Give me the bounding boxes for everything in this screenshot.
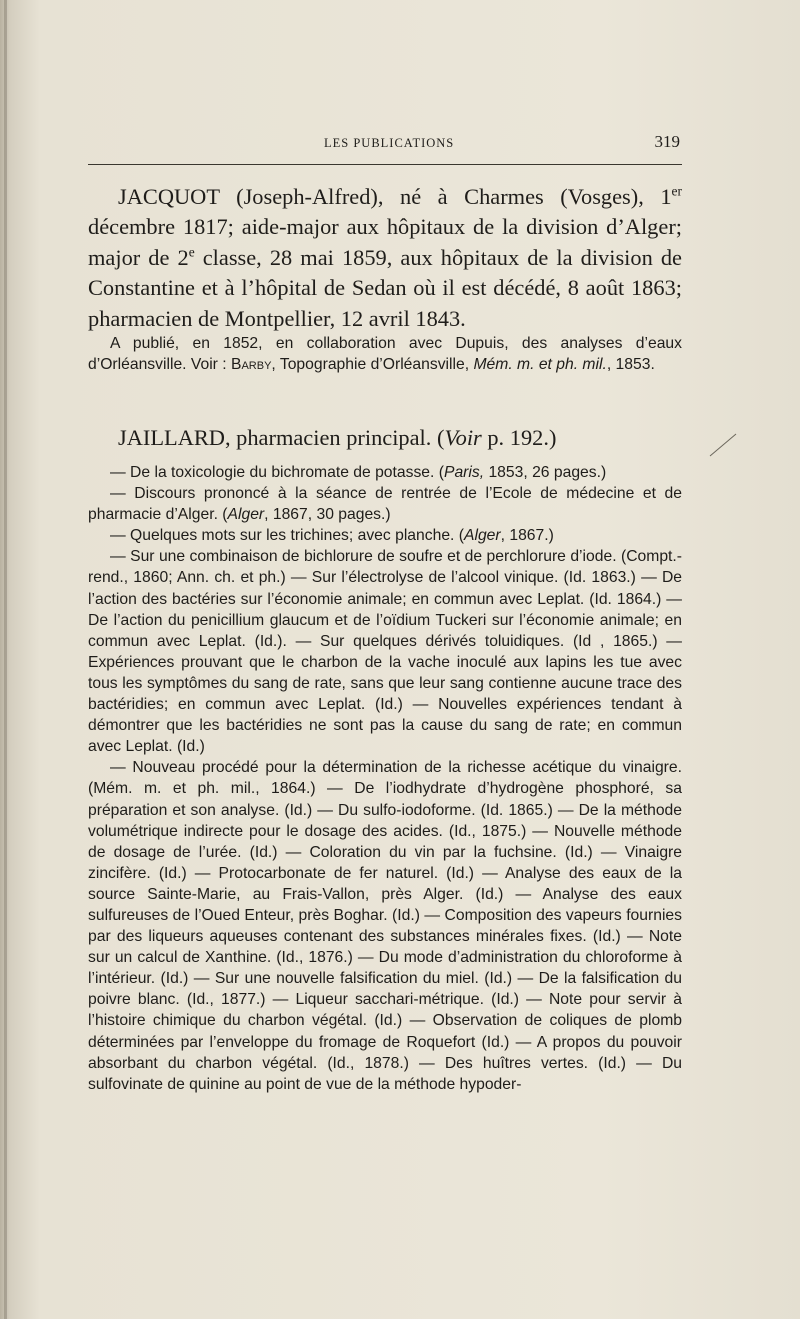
entry-jaillard-heading	[88, 423, 682, 453]
running-title: LES PUBLICATIONS	[324, 136, 455, 150]
publication-text: — Quelques mots sur les trichines; avec planche. (	[110, 527, 464, 545]
publication-paragraph: — Sur une combinaison de bichlorure de soufre et de perchlorure d’iode. (Compt.-rend., 1860; Ann. ch. et ph.) — Sur l’électrolyse de l’alcool vinique. (Id. 1863.) — De l’action des bactéries sur l’économie animale; en commun avec Leplat. (Id. 1864.) — De l’action du penicillium glaucum et de l’oïdium Tuckeri sur l’économie animale; en commun avec Leplat. (Id.). — Sur quelques dérivés toluidiques. (Id , 1865.) — Expériences prouvant que le charbon de la vache inoculé aux lapins les tue avec tous les symptômes du sang de rate, sans que leur sang contienne aucune trace des bactéridies; en commun avec Leplat. (Id.) — Nouvelles expériences tendant à démontrer que les bactéridies ne sont pas la cause du sang de rate; en commun avec Leplat. (Id.)	[88, 548, 682, 756]
entry-details: décembre 1817; aide-major aux hôpitaux de la division d’Alger; major de 2	[88, 214, 682, 270]
publication-text: , 1867.)	[500, 527, 554, 545]
entry-details: p. 192.)	[481, 425, 557, 450]
publication-text: — Discours prononcé à la séance de rentrée de l’Ecole de médecine et de pharmacie d’Alger. (	[88, 485, 682, 524]
entry-jacquot-heading	[88, 182, 682, 334]
publication-text: — De la toxicologie du bichromate de potasse. (	[110, 464, 444, 481]
publication-text: , 1853.	[606, 356, 655, 374]
publication-text: 1853, 26 pages.)	[484, 464, 607, 481]
place-name: Paris,	[443, 464, 485, 481]
author-name: Barby	[231, 356, 272, 374]
publication-text: A publié, en 1852, en collaboration avec Dupuis, des analyses d’eaux d’Orléansville. Voir :	[88, 335, 682, 374]
entry-details: (Joseph-Alfred), né à Charmes (Vosges),	[219, 184, 661, 209]
pencil-mark-icon	[708, 432, 738, 458]
entry-jacquot-publications	[88, 333, 682, 375]
header-rule	[88, 164, 682, 165]
entry-details: 1	[660, 184, 672, 209]
publication-text: , 1867, 30 pages.)	[264, 506, 391, 524]
superscript: e	[188, 244, 195, 260]
place-name: Alger	[464, 527, 501, 545]
publication-paragraph: — Nouveau procédé pour la détermination de la richesse acétique du vinaigre. (Mém. m. et ph. mil., 1864.) — De l’iodhydrate d’hydrogène phosphoré, sa préparation et son analyse. (Id.) — Du sulfo-iodoforme. (Id. 1865.) — De la méthode volumétrique indirecte pour le dosage des acides. (Id., 1875.) — Nouvelle méthode de dosage de l’urée. (Id.) — Coloration du vin par la fuchsine. (Id.) — Vinaigre zincifère. (Id.) — Protocarbonate de fer naturel. (Id.) — Analyse des eaux de la source Sainte-Marie, au Frais-Vallon, près Alger. (Id.) — Analyse des eaux sulfureuses de l’Oued Enteur, près Boghar. (Id.) — Composition des vapeurs fournies par des liqueurs aqueuses contenant des substances minérales fixes. (Id.) — Note sur un calcul de Xanthine. (Id., 1876.) — Du mode d’administration du chloroforme à l’intérieur. (Id.) — Sur une nouvelle falsification du miel. (Id.) — De la falsification du poivre blanc. (Id., 1877.) — Liqueur sacchari-métrique. (Id.) — Note pour servir à l’histoire chimique du charbon végétal. (Id.) — Observation de coliques de plomb déterminées par l’enveloppe du fromage de Roquefort (Id.) — A propos du pouvoir absorbant du charbon végétal. (Id., 1878.) — Des huîtres vertes. (Id.) — Du sulfovinate de quinine au point de vue de la méthode hypoder-	[88, 759, 682, 1093]
superscript: er	[671, 183, 682, 199]
cross-reference: Voir	[444, 425, 482, 450]
place-name: Alger	[227, 506, 265, 524]
entry-details: classe, 28 mai 1859, aux hôpitaux de la division de Constantine et à l’hôpital de Sedan où il est décédé, 8 août 1863; pharmacien de Montpellier, 12 avril 1843.	[88, 244, 682, 331]
running-header	[88, 132, 682, 156]
publication-text: , Topographie d’Orléansville,	[271, 356, 474, 374]
entry-jaillard-publications	[88, 462, 682, 1095]
entry-name: JAILLARD, pharmacien principal. (	[118, 425, 445, 450]
entry-name: JACQUOT	[118, 184, 220, 209]
journal-title: Mém. m. et ph. mil.	[473, 356, 607, 374]
page-spine-shadow	[4, 0, 7, 1319]
page-number: 319	[654, 132, 680, 151]
